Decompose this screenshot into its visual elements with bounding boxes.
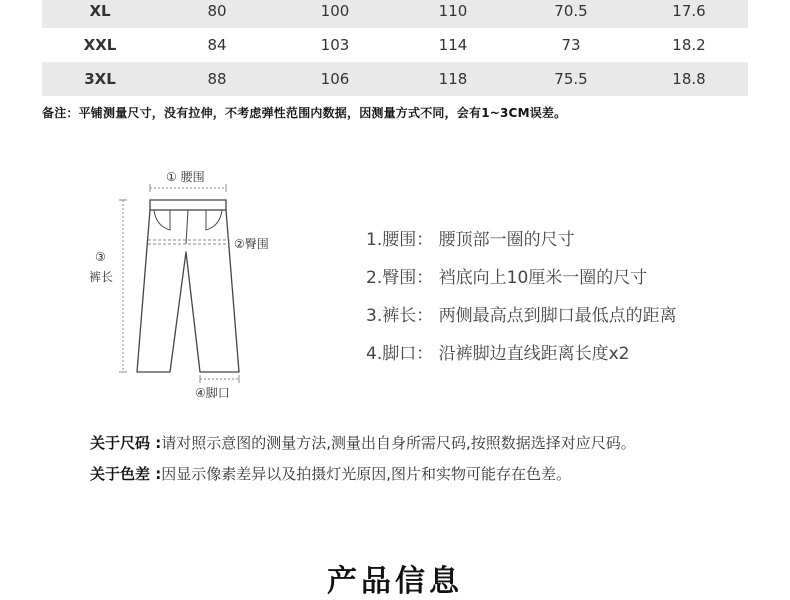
table-cell: 103 bbox=[320, 36, 350, 54]
table-cell: 88 bbox=[158, 62, 276, 96]
pants-measurement-diagram bbox=[82, 160, 292, 405]
waist-label: ① 腰围 bbox=[166, 170, 205, 184]
color-note-label: 关于色差 : bbox=[90, 465, 162, 483]
legend-item-length: 3.裤长： 两侧最高点到脚口最低点的距离 bbox=[366, 306, 677, 326]
size-cell: 3XL bbox=[42, 62, 158, 96]
size-cell: XL bbox=[42, 0, 158, 28]
table-cell: 18.2 bbox=[672, 36, 706, 54]
size-cell: XXL bbox=[83, 36, 117, 54]
hip-label: ②臀围 bbox=[234, 237, 269, 251]
legend-item-waist: 1.腰围： 腰顶部一圈的尺寸 bbox=[366, 230, 575, 250]
table-cell: 84 bbox=[207, 36, 227, 54]
pants-outline-icon bbox=[82, 160, 292, 405]
hem-label: ④脚口 bbox=[195, 386, 230, 400]
color-note bbox=[90, 464, 636, 495]
table-cell: 75.5 bbox=[512, 62, 630, 96]
legend-item-hip: 2.臀围： 裆底向上10厘米一圈的尺寸 bbox=[366, 268, 648, 288]
measurement-note: 备注：平铺测量尺寸，没有拉伸，不考虑弹性范围内数据，因测量方式不同，会有1~3CM误差。 bbox=[42, 106, 567, 120]
size-note bbox=[90, 433, 636, 464]
table-cell: 17.6 bbox=[630, 0, 748, 28]
table-cell: 73 bbox=[561, 36, 581, 54]
table-cell: 100 bbox=[276, 0, 394, 28]
size-note-text: 请对照示意图的测量方法,测量出自身所需尺码,按照数据选择对应尺码。 bbox=[161, 434, 636, 452]
length-label: 裤长 bbox=[89, 270, 114, 284]
table-cell: 118 bbox=[394, 62, 512, 96]
size-note-label: 关于尺码 : bbox=[90, 434, 162, 452]
length-number: ③ bbox=[95, 250, 106, 264]
legend-item-hem: 4.脚口： 沿裤脚边直线距离长度x2 bbox=[366, 344, 630, 364]
table-cell: 114 bbox=[438, 36, 468, 54]
table-row bbox=[42, 62, 748, 96]
table-cell: 106 bbox=[276, 62, 394, 96]
section-title: 产品信息 bbox=[327, 564, 463, 599]
notes bbox=[90, 433, 636, 495]
size-table bbox=[42, 0, 748, 96]
table-row bbox=[42, 28, 748, 62]
table-row bbox=[42, 0, 748, 28]
color-note-text: 因显示像素差异以及拍摄灯光原因,图片和实物可能存在色差。 bbox=[161, 465, 572, 483]
table-cell: 18.8 bbox=[630, 62, 748, 96]
table-cell: 110 bbox=[394, 0, 512, 28]
measurement-legend bbox=[366, 228, 677, 380]
table-cell: 80 bbox=[158, 0, 276, 28]
table-cell: 70.5 bbox=[512, 0, 630, 28]
